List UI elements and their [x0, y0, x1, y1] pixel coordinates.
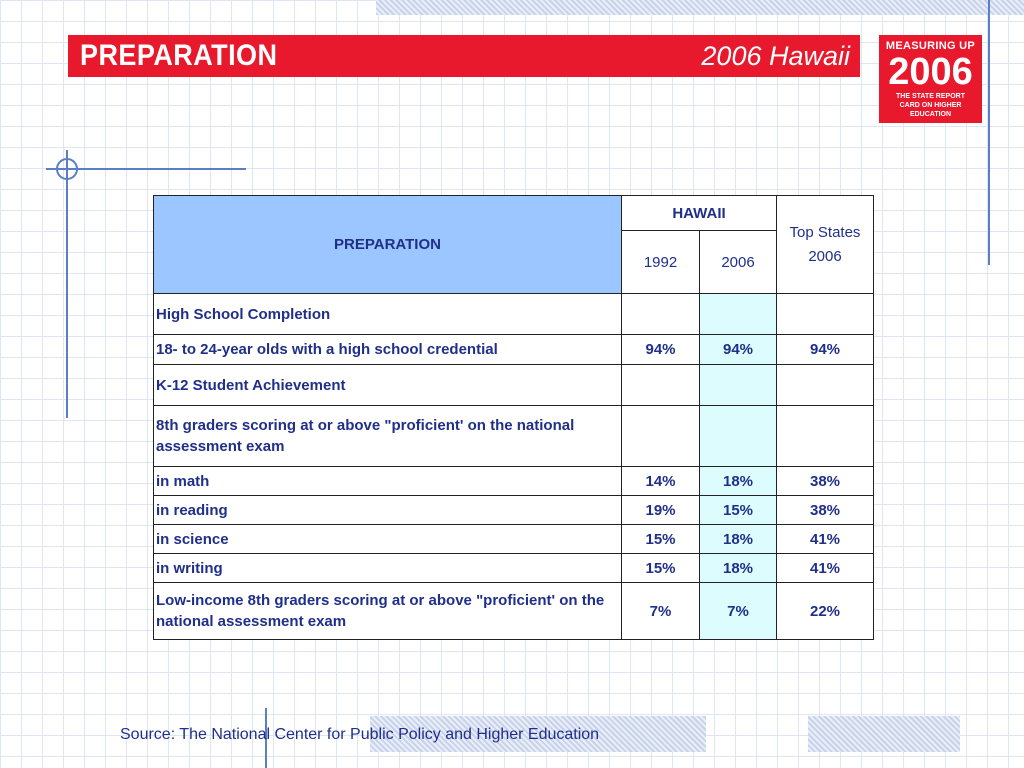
decorative-left-line — [66, 150, 68, 418]
row-label: in reading — [154, 496, 622, 525]
row-label: in math — [154, 467, 622, 496]
table-row — [154, 365, 874, 406]
value-1992 — [622, 365, 700, 406]
row-label: 8th graders scoring at or above "proficient' on the national assessment exam — [154, 406, 622, 467]
value-top-states: 38% — [777, 496, 874, 525]
header-year-2006: 2006 — [700, 231, 777, 294]
header-hawaii: HAWAII — [622, 196, 777, 231]
value-top-states: 38% — [777, 467, 874, 496]
value-top-states — [777, 406, 874, 467]
value-2006 — [700, 294, 777, 335]
value-1992: 7% — [622, 583, 700, 640]
decorative-vertical-line — [988, 0, 990, 265]
table-row — [154, 467, 874, 496]
value-2006 — [700, 406, 777, 467]
banner-title: PREPARATION — [80, 39, 278, 72]
value-top-states: 94% — [777, 335, 874, 365]
value-top-states: 22% — [777, 583, 874, 640]
value-1992 — [622, 406, 700, 467]
source-note: Source: The National Center for Public Policy and Higher Education — [120, 726, 600, 743]
measuring-up-logo — [879, 35, 982, 123]
row-label: in writing — [154, 554, 622, 583]
value-2006 — [700, 365, 777, 406]
value-1992: 94% — [622, 335, 700, 365]
table-row — [154, 335, 874, 365]
row-label: High School Completion — [154, 294, 622, 335]
title-banner — [68, 35, 860, 77]
crosshair-icon — [56, 158, 78, 180]
row-label: in science — [154, 525, 622, 554]
value-top-states: 41% — [777, 525, 874, 554]
header-top-states: Top States 2006 — [777, 196, 874, 294]
table-row — [154, 496, 874, 525]
banner-subtitle: 2006 Hawaii — [701, 41, 850, 71]
value-1992: 15% — [622, 554, 700, 583]
value-top-states — [777, 294, 874, 335]
table-row — [154, 406, 874, 467]
row-label: Low-income 8th graders scoring at or above "proficient' on the national assessment exam — [154, 583, 622, 640]
value-top-states — [777, 365, 874, 406]
value-2006: 18% — [700, 525, 777, 554]
value-1992: 14% — [622, 467, 700, 496]
header-preparation: PREPARATION — [154, 196, 622, 294]
value-2006: 18% — [700, 554, 777, 583]
table-row — [154, 294, 874, 335]
value-2006: 94% — [700, 335, 777, 365]
header-year-1992: 1992 — [622, 231, 700, 294]
value-2006: 18% — [700, 467, 777, 496]
logo-bottom-text: THE STATE REPORT CARD ON HIGHER EDUCATION — [896, 93, 965, 118]
value-2006: 15% — [700, 496, 777, 525]
table-row — [154, 583, 874, 640]
value-2006: 7% — [700, 583, 777, 640]
value-1992: 19% — [622, 496, 700, 525]
value-1992 — [622, 294, 700, 335]
value-1992: 15% — [622, 525, 700, 554]
footer-decorative-box-right — [808, 716, 960, 752]
header-row — [154, 196, 874, 231]
row-label: K-12 Student Achievement — [154, 365, 622, 406]
row-label: 18- to 24-year olds with a high school credential — [154, 335, 622, 365]
table-row — [154, 554, 874, 583]
top-decorative-stripe — [376, 0, 1024, 15]
logo-top-text: MEASURING UP — [885, 40, 976, 52]
logo-year: 2006 — [888, 51, 973, 93]
table-row — [154, 525, 874, 554]
preparation-table — [153, 195, 874, 640]
value-top-states: 41% — [777, 554, 874, 583]
